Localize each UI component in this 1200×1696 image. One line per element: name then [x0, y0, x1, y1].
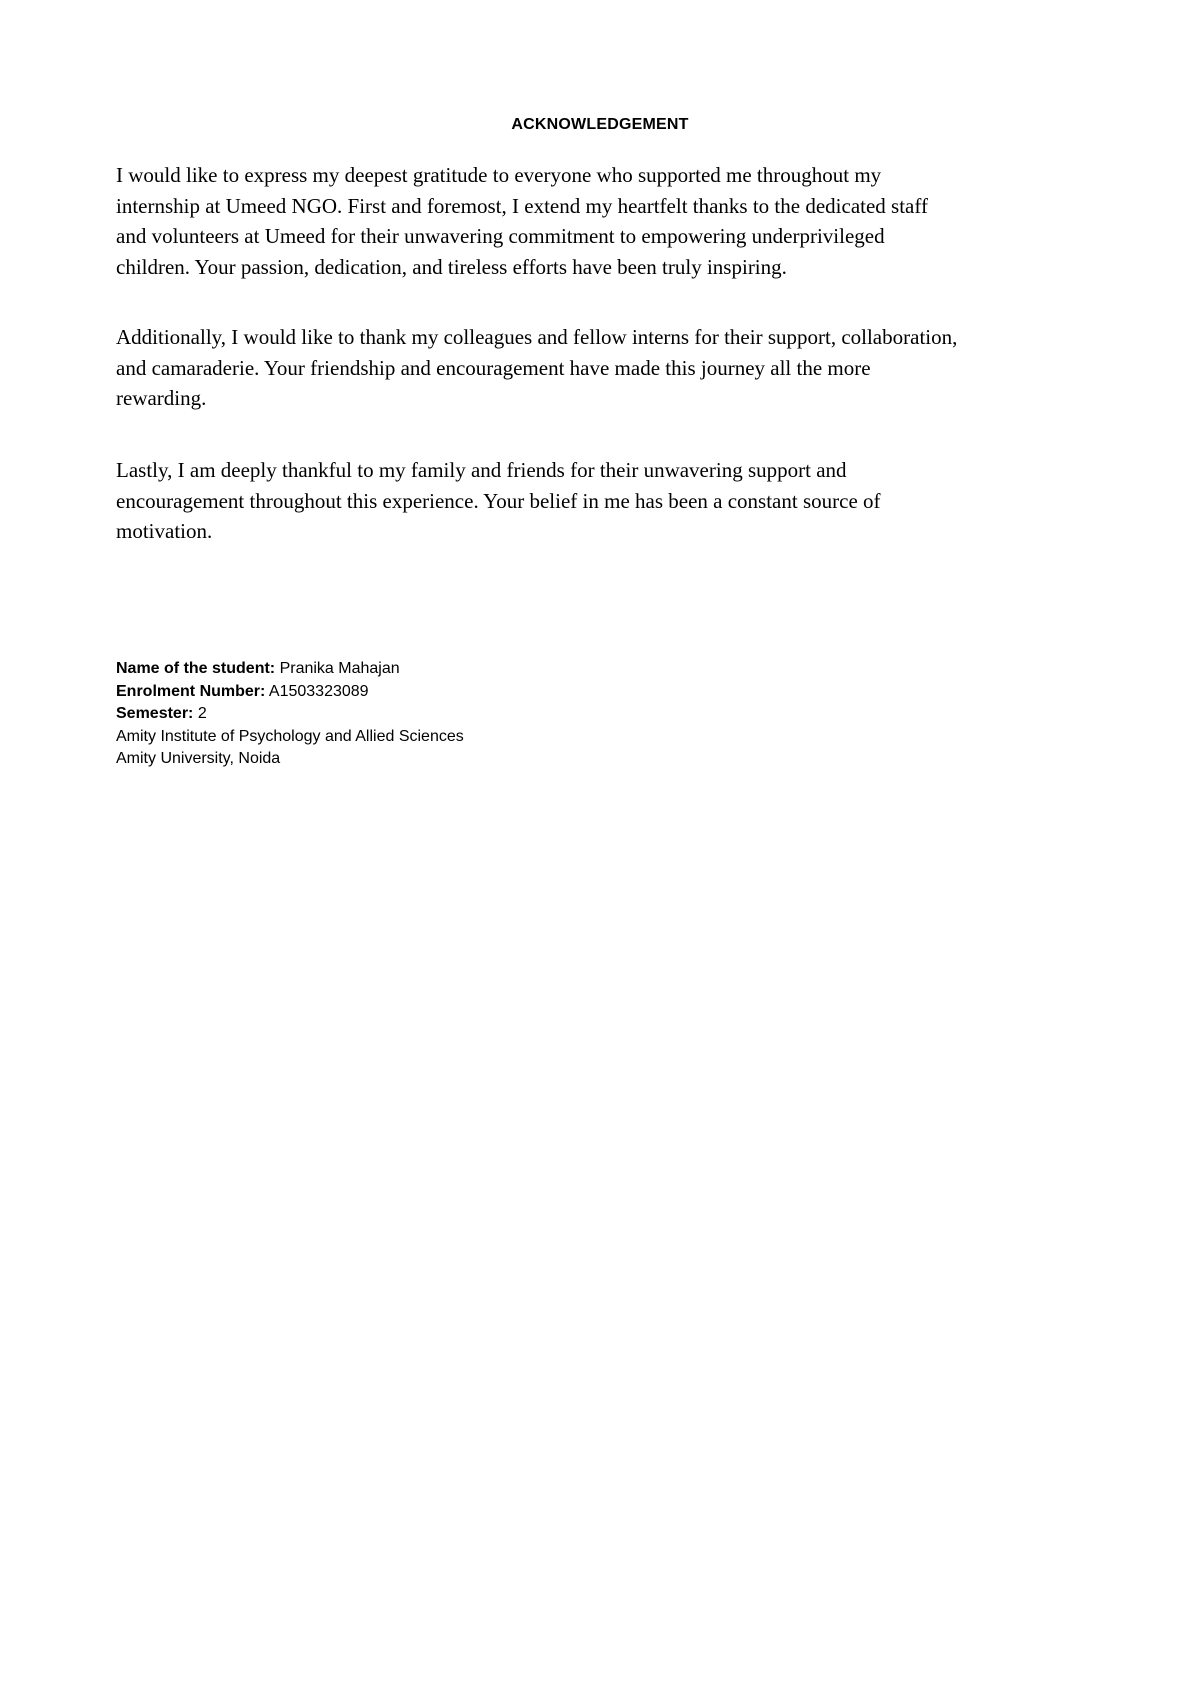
enrolment-number-line — [116, 681, 464, 704]
paragraph-line: motivation. — [116, 519, 213, 543]
university-name: Amity University, Noida — [116, 750, 281, 767]
paragraph-line: rewarding. — [116, 386, 207, 410]
enrolment-number-value: A1503323089 — [265, 682, 369, 700]
paragraph-colleagues — [116, 322, 1116, 414]
paragraph-line: and camaraderie. Your friendship and encouragement have made this journey all the more — [116, 355, 871, 380]
student-name-line — [116, 658, 464, 681]
enrolment-number-label: Enrolment Number: — [116, 682, 266, 700]
paragraph-family — [116, 455, 1116, 547]
semester-value: 2 — [193, 705, 207, 722]
paragraph-line: Lastly, I am deeply thankful to my family and friends for their unwavering support and — [116, 458, 847, 482]
paragraph-line: Additionally, I would like to thank my colleagues and fellow interns for their support, collaboration, — [116, 325, 958, 349]
paragraph-line: and volunteers at Umeed for their unwavering commitment to empowering underprivileged — [116, 224, 885, 248]
institute-name: Amity Institute of Psychology and Allied Sciences — [116, 727, 464, 745]
paragraph-gratitude — [116, 160, 1116, 282]
semester-label: Semester: — [116, 705, 194, 722]
paragraph-line: children. Your passion, dedication, and tireless efforts have been truly inspiring. — [116, 254, 787, 279]
student-name-label: Name of the student: — [116, 660, 276, 677]
paragraph-line: internship at Umeed NGO. First and foremost, I extend my heartfelt thanks to the dedicated staff — [116, 193, 928, 218]
page-title: ACKNOWLEDGEMENT — [511, 116, 689, 133]
paragraph-line: encouragement throughout this experience. Your belief in me has been a constant source of — [116, 488, 881, 513]
student-name-value: Pranika Mahajan — [275, 660, 400, 677]
paragraph-line: I would like to express my deepest gratitude to everyone who supported me throughout my — [116, 163, 882, 187]
student-signature-block — [116, 658, 464, 771]
semester-line — [116, 703, 464, 726]
